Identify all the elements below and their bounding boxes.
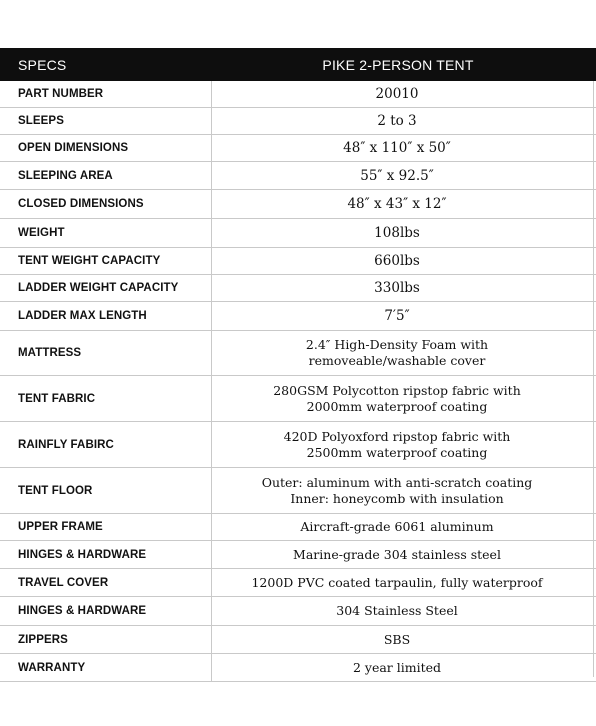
- spec-label: WARRANTY: [0, 654, 212, 681]
- spec-row-tent-weight-capacity: [0, 248, 596, 275]
- spec-label: TENT FLOOR: [0, 468, 212, 513]
- spec-label: CLOSED DIMENSIONS: [0, 190, 212, 218]
- spec-table: [0, 48, 596, 682]
- spec-value: 2 to 3: [377, 113, 417, 129]
- spec-value: 1200D PVC coated tarpaulin, fully waterproof: [251, 574, 543, 590]
- spec-table-header: [0, 48, 596, 81]
- spec-row-weight: [0, 219, 596, 248]
- spec-value: 48″ x 43″ x 12″: [347, 196, 447, 212]
- spec-value: 48″ x 110″ x 50″: [343, 140, 451, 156]
- specs-header-label: SPECS: [18, 56, 67, 73]
- spec-row-travel-cover: [0, 569, 596, 597]
- spec-value: Marine-grade 304 stainless steel: [293, 546, 501, 562]
- spec-row-upper-frame: [0, 514, 596, 541]
- spec-label: MATTRESS: [0, 331, 212, 375]
- spec-value: 55″ x 92.5″: [360, 167, 434, 184]
- spec-row-closed-dimensions: [0, 190, 596, 219]
- spec-label: SLEEPS: [0, 108, 212, 134]
- spec-value: 20010: [375, 86, 419, 102]
- spec-row-open-dimensions: [0, 135, 596, 162]
- spec-value: SBS: [383, 631, 411, 647]
- spec-label: RAINFLY FABIRC: [0, 422, 212, 467]
- spec-row-tent-fabric: [0, 376, 596, 422]
- spec-value: 280GSM Polycotton ripstop fabric with 2000mm waterproof coating: [273, 382, 521, 414]
- spec-label: HINGES & HARDWARE: [0, 597, 212, 625]
- spec-row-rainfly-fabric: [0, 422, 596, 468]
- spec-label: SLEEPING AREA: [0, 162, 212, 189]
- spec-row-sleeping-area: [0, 162, 596, 190]
- spec-label: HINGES & HARDWARE: [0, 541, 212, 568]
- spec-value: Outer: aluminum with anti-scratch coating Inner: honeycomb with insulation: [261, 474, 533, 506]
- spec-row-zippers: [0, 626, 596, 654]
- spec-label: UPPER FRAME: [0, 514, 212, 540]
- spec-value: 420D Polyoxford ripstop fabric with 2500mm waterproof coating: [283, 428, 511, 460]
- spec-label: LADDER MAX LENGTH: [0, 302, 212, 330]
- spec-value: 304 Stainless Steel: [336, 603, 458, 618]
- spec-row-hinges-hardware: [0, 541, 596, 569]
- spec-row-part-number: [0, 81, 596, 108]
- spec-row-sleeps: [0, 108, 596, 135]
- spec-label: ZIPPERS: [0, 626, 212, 653]
- product-header-label: PIKE 2-PERSON TENT: [322, 56, 474, 73]
- spec-value: 7′5″: [384, 308, 410, 324]
- spec-label: WEIGHT: [0, 219, 212, 247]
- spec-label: OPEN DIMENSIONS: [0, 135, 212, 161]
- spec-label: LADDER WEIGHT CAPACITY: [0, 275, 212, 301]
- spec-value: Aircraft-grade 6061 aluminum: [300, 519, 494, 534]
- spec-label: TENT FABRIC: [0, 376, 212, 421]
- spec-label: TENT WEIGHT CAPACITY: [0, 248, 212, 274]
- table-right-border: [593, 81, 594, 677]
- spec-value: 2 year limited: [352, 659, 442, 675]
- spec-value: 330lbs: [374, 280, 420, 296]
- spec-value: 660lbs: [374, 253, 420, 269]
- spec-label: TRAVEL COVER: [0, 569, 212, 596]
- spec-row-tent-floor: [0, 468, 596, 514]
- spec-row-ladder-max-length: [0, 302, 596, 331]
- spec-row-warranty: [0, 654, 596, 682]
- spec-label: PART NUMBER: [0, 81, 212, 107]
- spec-value: 2.4″ High-Density Foam with removeable/washable cover: [305, 337, 489, 368]
- spec-row-mattress: [0, 331, 596, 376]
- spec-row-hinges-hardware-2: [0, 597, 596, 626]
- spec-row-ladder-weight-capacity: [0, 275, 596, 302]
- spec-value: 108lbs: [374, 225, 420, 241]
